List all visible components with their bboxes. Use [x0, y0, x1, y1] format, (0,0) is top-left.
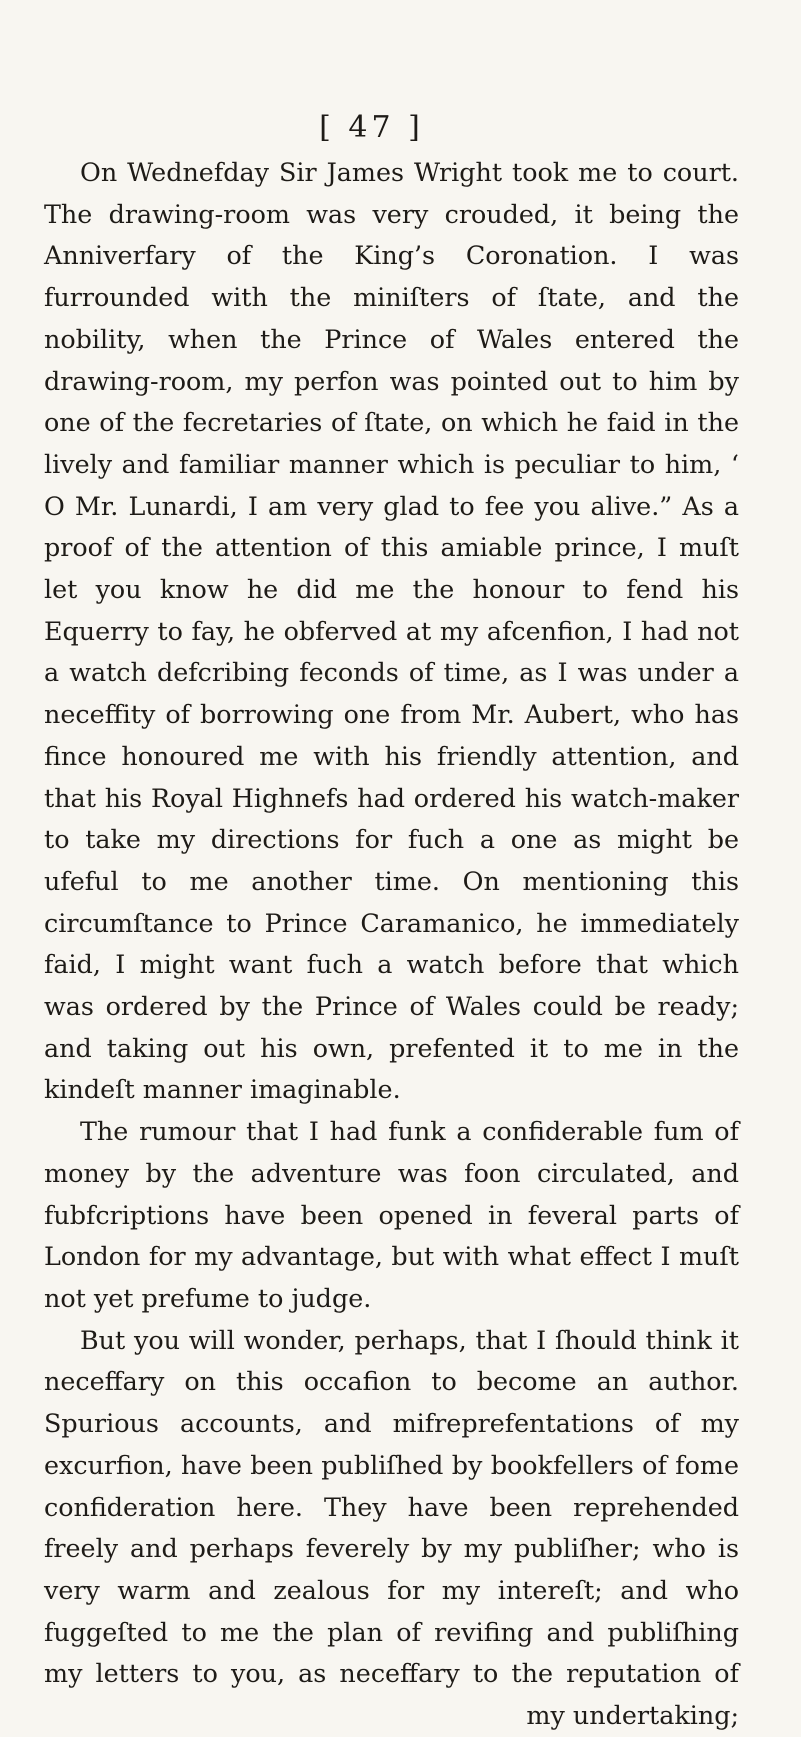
body-text: [44, 152, 739, 1737]
paragraph-authorship: But you will wonder, perhaps, that I ſhould think it neceffary on this occafion to become an author. Spurious accounts, and mifreprefentations of my excurfion, have been publiſhed by bookfellers of fome confideration here. They have been reprehended freely and perhaps feverely by my publiſher; who is very warm and zealous for my intereſt; and who fuggeſted to me the plan of revifing and publiſhing my letters to you, as neceffary to the reputation of my undertaking;: [44, 1324, 739, 1731]
paragraph-court-visit: On Wednefday Sir James Wright took me to court. The drawing-room was very crouded, it being the Anniverfary of the King’s Coronation. I was furrounded with the miniſters of ſtate, and the nobility, when the Prince of Wales entered the drawing-room, my perfon was pointed out to him by one of the fecretaries of ſtate, on which he faid in the lively and familiar manner which is peculiar to him, ‘ O Mr. Lunardi, I am very glad to fee you alive.” As a proof of the attention of this amiable prince, I muſt let you know he did me the honour to fend his Equerry to fay, he obferved at my afcenfion, I had not a watch defcribing feconds of time, as I was under a neceffity of borrowing one from Mr. Aubert, who has fince honoured me with his friendly attention, and that his Royal Highnefs had ordered his watch-maker to take my directions for fuch a one as might be ufeful to me another time. On mentioning this circumſtance to Prince Caramanico, he immediately faid, I might want fuch a watch before that which was ordered by the Prince of Wales could be ready; and taking out his own, prefented it to me in the kindeſt manner imaginable.: [44, 157, 739, 1105]
paragraph-rumour: The rumour that I had funk a confiderable fum of money by the adventure was foon circulated, and fubfcriptions have been opened in feveral parts of London for my advantage, but with what effect I muſt not yet prefume to judge.: [44, 1116, 739, 1313]
page-number: [ 47 ]: [319, 110, 424, 145]
